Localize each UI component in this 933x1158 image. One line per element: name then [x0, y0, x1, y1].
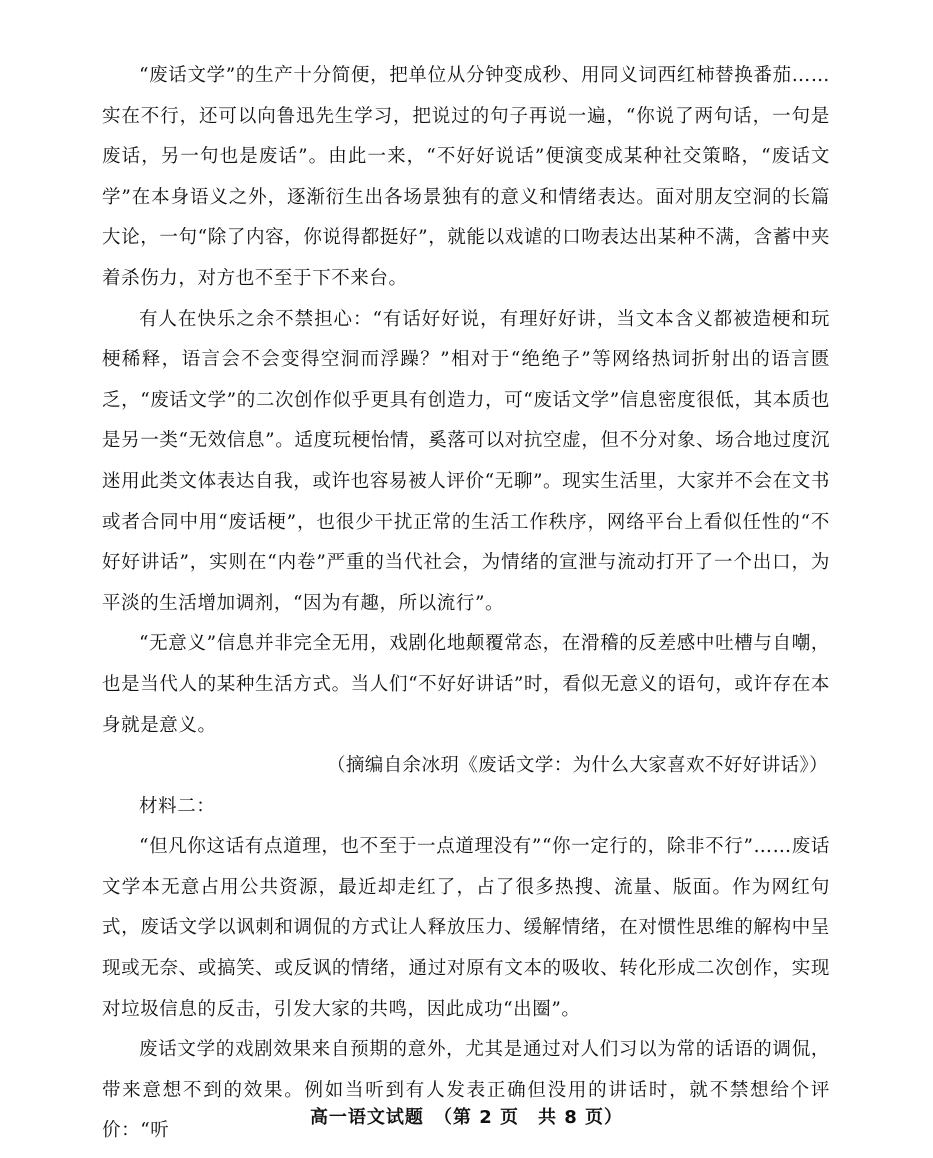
- paragraph-3: “无意义”信息并非完全无用，戏剧化地颠覆常态，在滑稽的反差感中吐槽与自嘲，也是当代人的某种生活方式。当人们“不好好讲话”时，看似无意义的语句，或许存在本身就是意义。: [102, 633, 830, 736]
- paragraph-4: “但凡你这话有点道理，也不至于一点道理没有”“你一定行的，除非不行”……废话文学本无意占用公共资源，最近却走红了，占了很多热搜、流量、版面。作为网红句式，废话文学以讽刺和调侃的方式让人释放压力、缓解情绪，在对惯性思维的解构中呈现或无奈、或搞笑、或反讽的情绪，通过对原有文本的吸收、转化形成二次创作，实现对垃圾信息的反击，引发大家的共鸣，因此成功“出圈”。: [102, 836, 830, 1020]
- source-citation: （摘编自余冰玥《废话文学：为什么大家喜欢不好好讲话》）: [326, 755, 828, 777]
- section-heading: 材料二：: [139, 795, 216, 817]
- paragraph-5: 废话文学的戏剧效果来自预期的意外，尤其是通过对人们习以为常的话语的调侃，带来意想不到的效果。例如当听到有人发表正确但没用的讲话时，就不禁想给个评价：“听: [102, 1039, 830, 1142]
- page-content: [102, 56, 830, 1152]
- paragraph-1: “废话文学”的生产十分简便，把单位从分钟变成秒、用同义词西红柿替换番茄……实在不行，还可以向鲁迅先生学习，把说过的句子再说一遍，“你说了两句话，一句是废话，另一句也是废话”。由此一来，“不好好说话”便演变成某种社交策略，“废话文学”在本身语义之外，逐渐衍生出各场景独有的意义和情绪表达。面对朋友空洞的长篇大论，一句“除了内容，你说得都挺好”，就能以戏谑的口吻表达出某种不满，含蓄中夹着杀伤力，对方也不至于下不来台。: [102, 65, 830, 289]
- page-footer: 高一语文试题 （第 2 页 共 8 页）: [309, 1107, 624, 1128]
- paragraph-2: 有人在快乐之余不禁担心：“有话好好说，有理好好讲，当文本含义都被造梗和玩梗稀释，语言会不会变得空洞而浮躁？”相对于“绝绝子”等网络热词折射出的语言匮乏，“废话文学”的二次创作似乎更具有创造力，可“废话文学”信息密度很低，其本质也是另一类“无效信息”。适度玩梗怡情，奚落可以对抗空虚，但不分对象、场合地过度沉迷用此类文体表达自我，或许也容易被人评价“无聊”。现实生活里，大家并不会在文书或者合同中用“废话梗”，也很少干扰正常的生活工作秩序，网络平台上看似任性的“不好好讲话”，实则在“内卷”严重的当代社会，为情绪的宣泄与流动打开了一个出口，为平淡的生活增加调剂，“因为有趣，所以流行”。: [102, 308, 830, 614]
